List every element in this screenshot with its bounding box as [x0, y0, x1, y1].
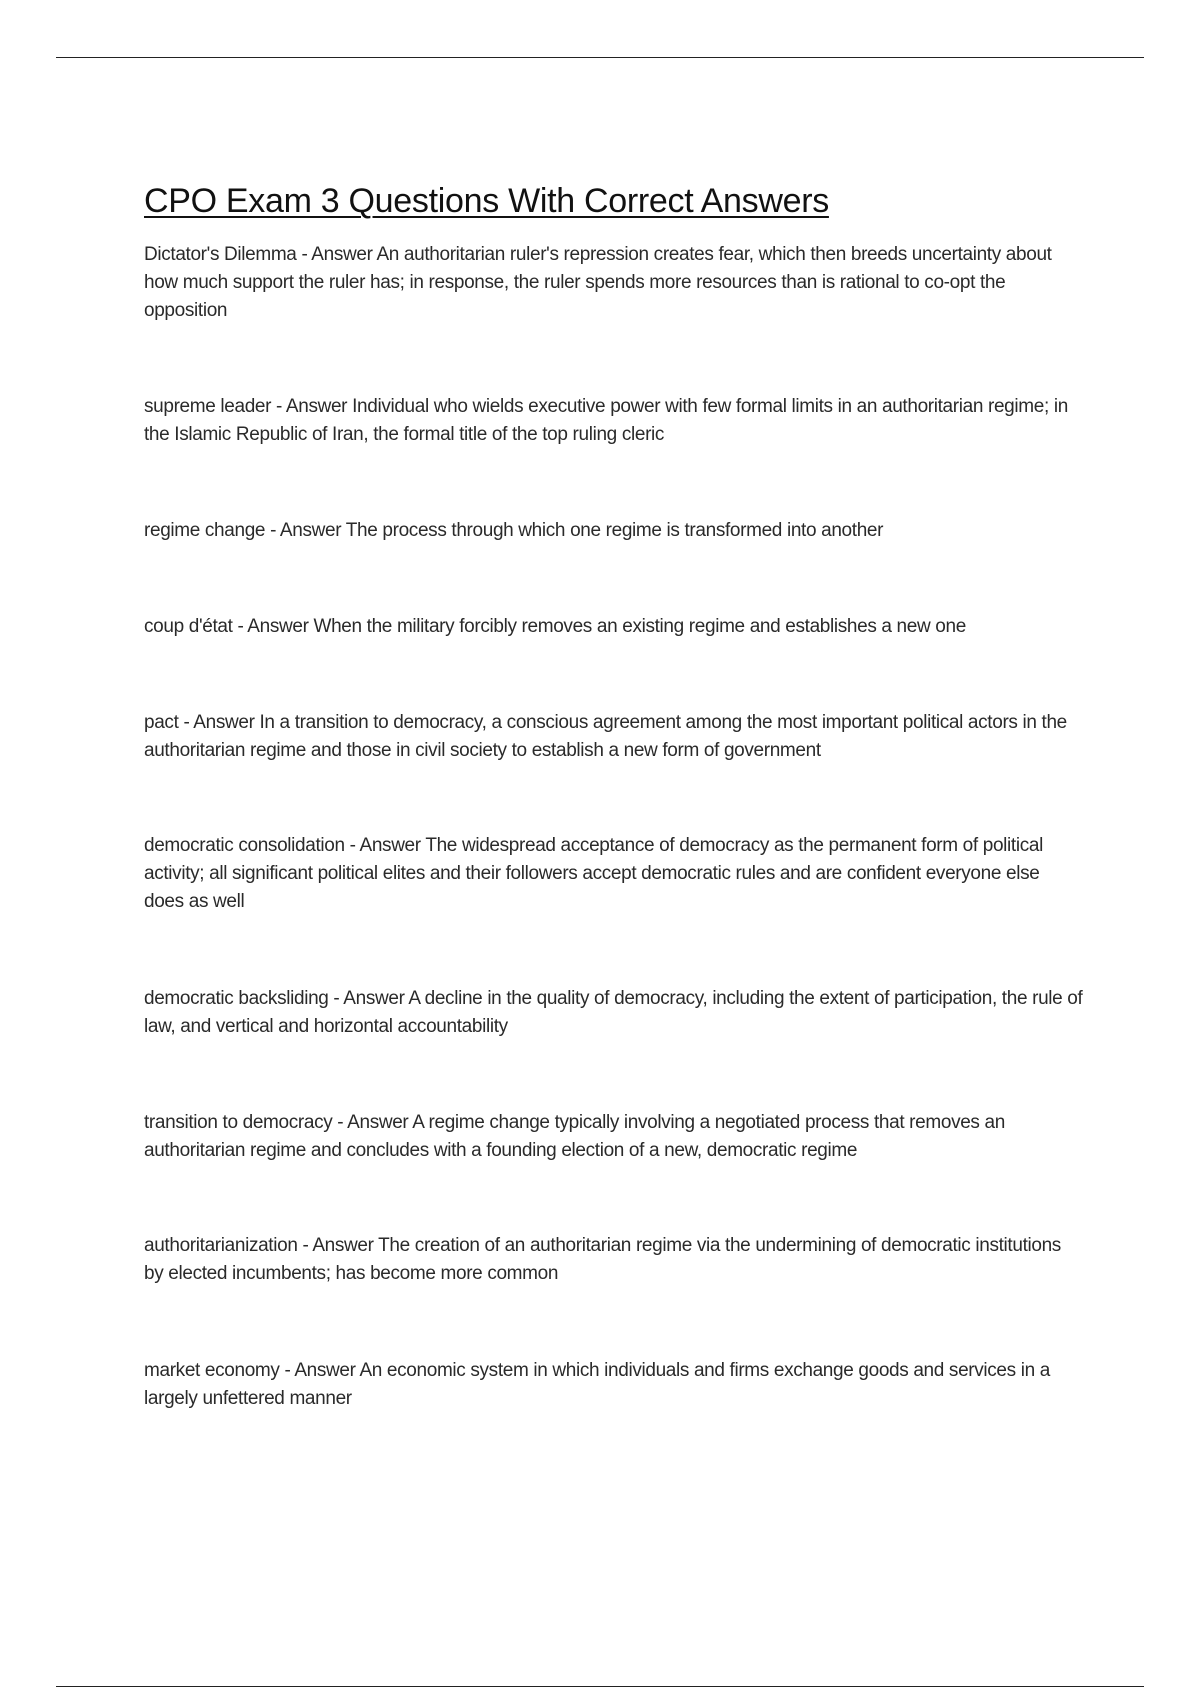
qa-entry: Dictator's Dilemma - Answer An authoritarian ruler's repression creates fear, which then breeds uncertainty about how much support the ruler has; in response, the ruler spends more resources than is rational to co-opt the opposition [144, 244, 1052, 321]
qa-entry: regime change - Answer The process through which one regime is transformed into another [144, 520, 884, 541]
qa-entry: pact - Answer In a transition to democracy, a conscious agreement among the most important political actors in the authoritarian regime and those in civil society to establish a new form of government [144, 712, 1067, 761]
qa-entry: coup d'état - Answer When the military forcibly removes an existing regime and establishes a new one [144, 616, 966, 637]
document-body [144, 180, 1084, 1409]
header-divider [56, 57, 1144, 58]
qa-entry: transition to democracy - Answer A regime change typically involving a negotiated process that removes an authoritarian regime and concludes with a founding election of a new, democratic regime [144, 1112, 1005, 1161]
qa-entry: democratic backsliding - Answer A decline in the quality of democracy, including the extent of participation, the rule of law, and vertical and horizontal accountability [144, 988, 1083, 1037]
footer-divider [56, 1686, 1144, 1687]
document-title: CPO Exam 3 Questions With Correct Answers [144, 182, 829, 220]
qa-entry: supreme leader - Answer Individual who wields executive power with few formal limits in an authoritarian regime; in the Islamic Republic of Iran, the formal title of the top ruling cleric [144, 396, 1068, 445]
qa-entry: authoritarianization - Answer The creation of an authoritarian regime via the undermining of democratic institutions by elected incumbents; has become more common [144, 1235, 1061, 1284]
qa-entry: democratic consolidation - Answer The widespread acceptance of democracy as the permanent form of political activity; all significant political elites and their followers accept democratic rules and are confident everyone else does as well [144, 835, 1043, 912]
qa-entry: market economy - Answer An economic system in which individuals and firms exchange goods and services in a largely unfettered manner [144, 1360, 1050, 1409]
